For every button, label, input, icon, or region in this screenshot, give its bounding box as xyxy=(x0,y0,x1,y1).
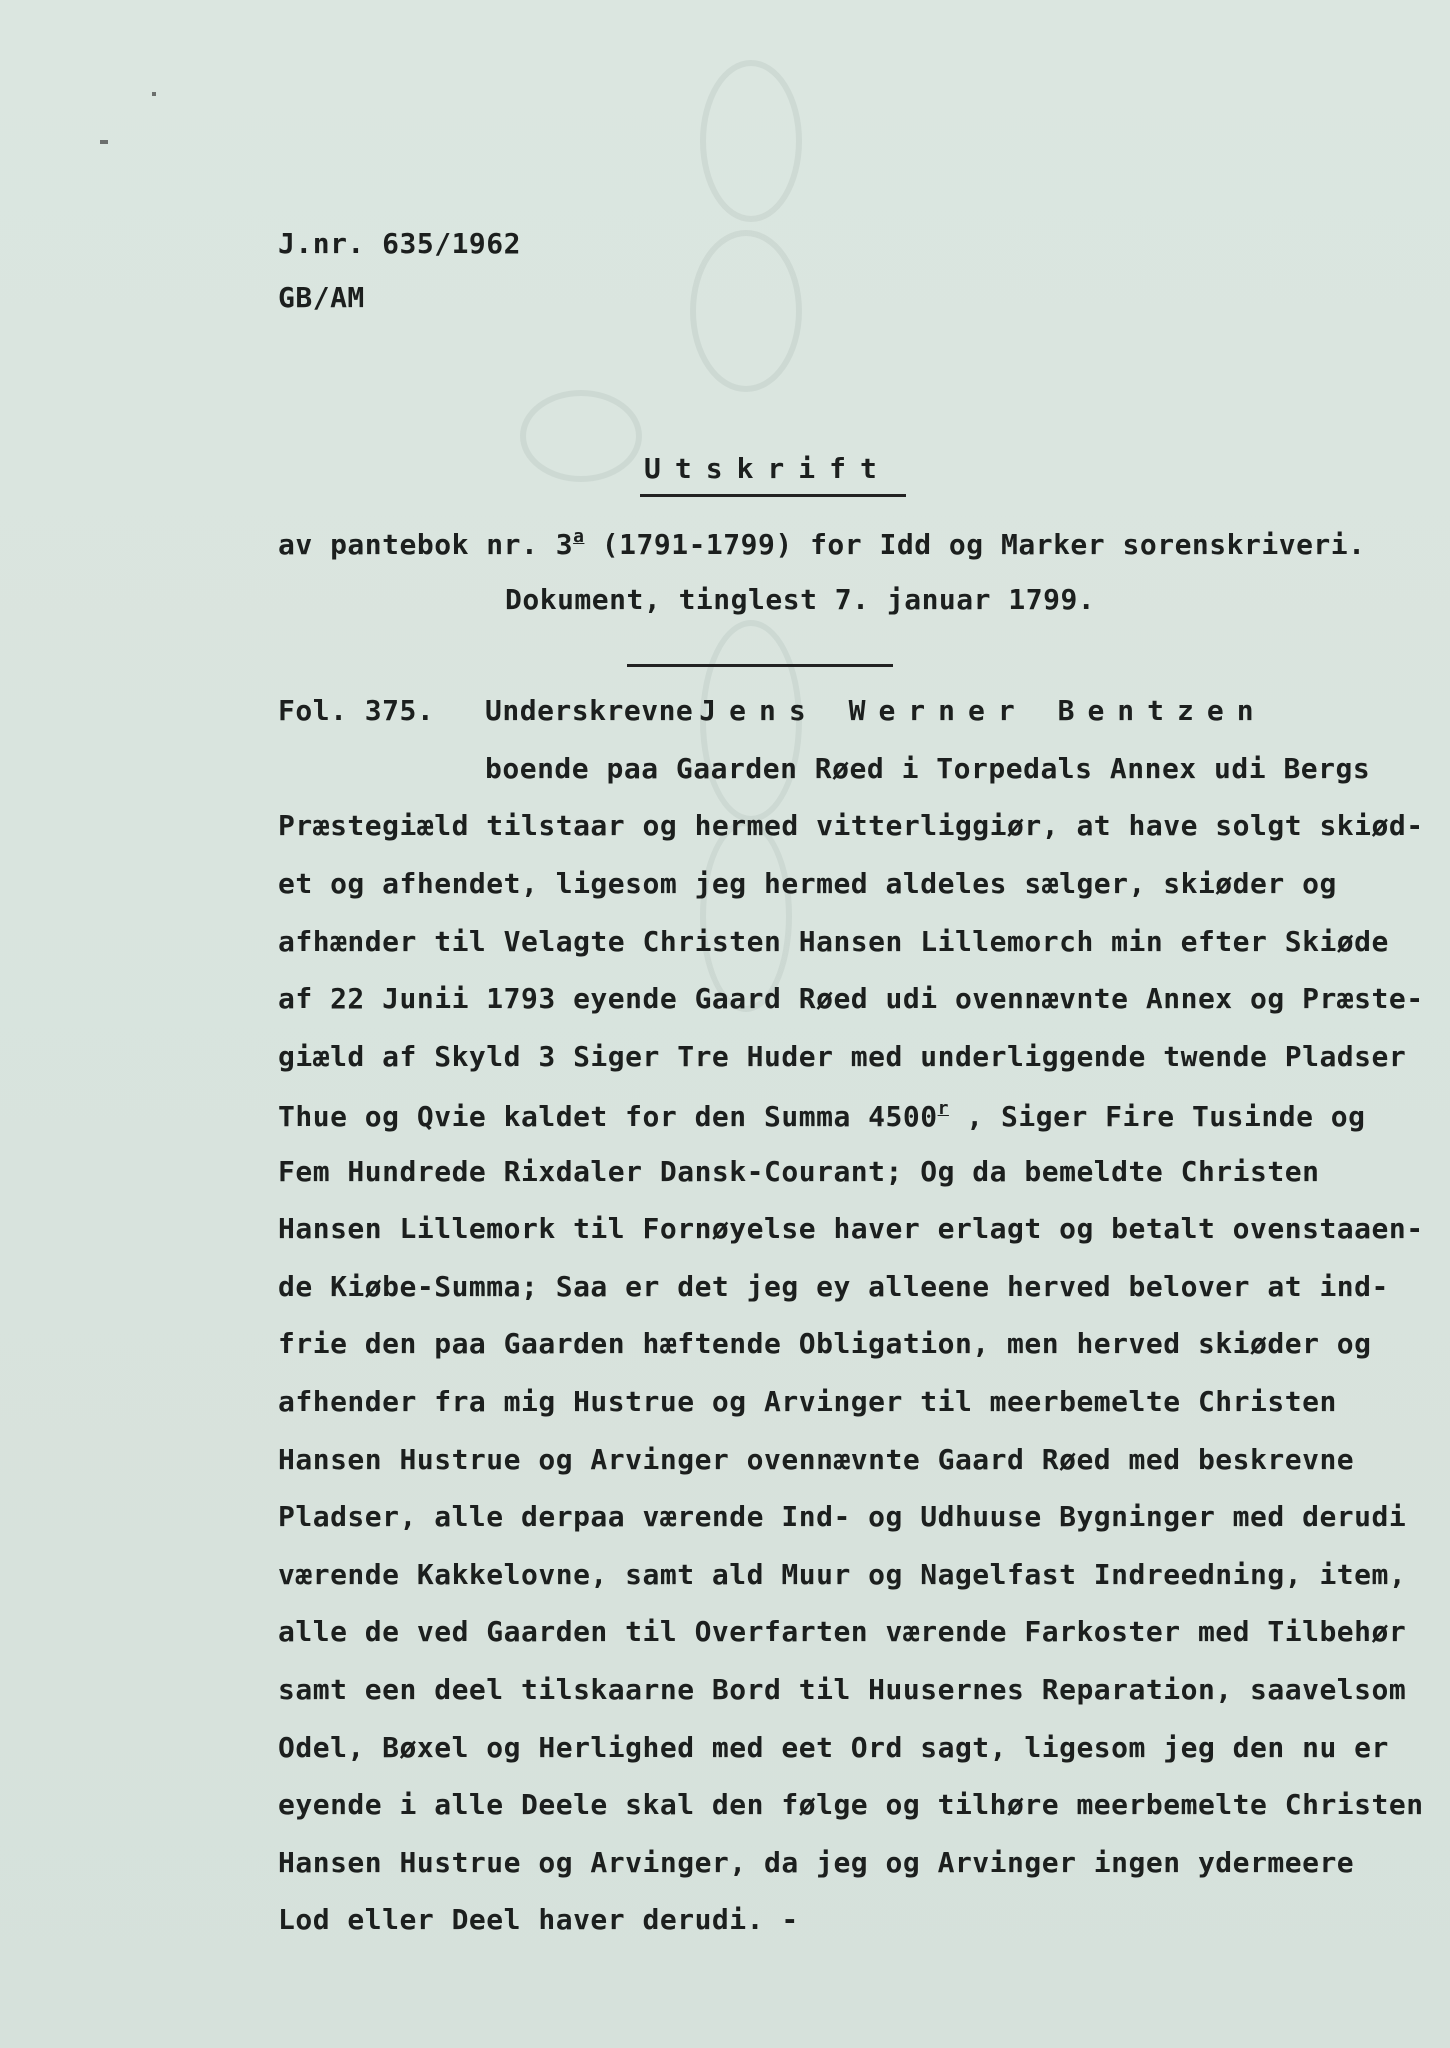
body-first-prefix: Underskrevne xyxy=(485,694,694,727)
body-line: boende paa Gaarden Røed i Torpedals Annex udi Bergs xyxy=(485,752,1371,785)
body-line: værende Kakkelovne, samt ald Muur og Nagelfast Indreedning, item, xyxy=(278,1558,1407,1591)
section-divider xyxy=(627,664,893,667)
body-line: Præstegiæld tilstaar og hermed vitterliggiør, at have solgt skiød- xyxy=(278,809,1424,842)
body-line: afhænder til Velagte Christen Hansen Lillemorch min efter Skiøde xyxy=(278,925,1389,958)
initials: GB/AM xyxy=(278,281,365,314)
body-line: Hansen Hustrue og Arvinger, da jeg og Arvinger ingen ydermeere xyxy=(278,1846,1355,1879)
body-line: et og afhendet, ligesom jeg hermed aldeles sælger, skiøder og xyxy=(278,867,1337,900)
body-line: Lod eller Deel haver derudi. - xyxy=(278,1903,799,1936)
bleed-through-stamp xyxy=(520,390,642,482)
person-name: Jens Werner Bentzen xyxy=(699,694,1267,727)
body-line: Odel, Bøxel og Herlighed med eet Ord sagt, ligesom jeg den nu er xyxy=(278,1731,1389,1764)
body-line: Hansen Hustrue og Arvinger ovennævnte Gaard Røed med beskrevne xyxy=(278,1443,1355,1476)
volume-superscript: a xyxy=(573,526,585,547)
body-line: giæld af Skyld 3 Siger Tre Huder med underliggende twende Pladser xyxy=(278,1040,1407,1073)
bleed-through-stamp xyxy=(690,230,802,392)
body-line: frie den paa Gaarden hæftende Obligation, men herved skiøder og xyxy=(278,1327,1372,1360)
document-title: Utskrift xyxy=(644,452,891,485)
document-date-line: Dokument, tinglest 7. januar 1799. xyxy=(505,583,1096,616)
body-line: alle de ved Gaarden til Overfarten værende Farkoster med Tilbehør xyxy=(278,1615,1407,1648)
ink-mark xyxy=(152,92,156,96)
body-line: de Kiøbe-Summa; Saa er det jeg ey alleene herved belover at ind- xyxy=(278,1270,1389,1303)
summa-pre: Thue og Qvie kaldet for den Summa 4500 xyxy=(278,1100,938,1133)
body-line: Fem Hundrede Rixdaler Dansk-Courant; Og da bemeldte Christen xyxy=(278,1155,1320,1188)
body-first-line xyxy=(485,694,1267,727)
title-underline xyxy=(640,494,906,497)
source-text-pre: av pantebok nr. 3 xyxy=(278,528,574,561)
source-line xyxy=(278,528,1366,559)
body-line-summa xyxy=(278,1100,1366,1131)
body-line: afhender fra mig Hustrue og Arvinger til meerbemelte Christen xyxy=(278,1385,1337,1418)
body-line: samt een deel tilskaarne Bord til Huusernes Reparation, saavelsom xyxy=(278,1673,1407,1706)
ink-mark xyxy=(100,140,108,144)
summa-superscript: r xyxy=(937,1098,949,1119)
bleed-through-stamp xyxy=(700,60,802,222)
summa-post: , Siger Fire Tusinde og xyxy=(948,1100,1366,1133)
journal-number: J.nr. 635/1962 xyxy=(278,227,522,260)
body-line: eyende i alle Deele skal den følge og tilhøre meerbemelte Christen xyxy=(278,1788,1424,1821)
source-text-post: (1791-1799) for Idd og Marker sorenskriveri. xyxy=(584,528,1366,561)
body-line: Hansen Lillemork til Fornøyelse haver erlagt og betalt ovenstaaen- xyxy=(278,1212,1424,1245)
folio-reference: Fol. 375. xyxy=(278,694,435,727)
body-line: Pladser, alle derpaa værende Ind- og Udhuuse Bygninger med derudi xyxy=(278,1500,1407,1533)
body-line: af 22 Junii 1793 eyende Gaard Røed udi ovennævnte Annex og Præste- xyxy=(278,982,1424,1015)
